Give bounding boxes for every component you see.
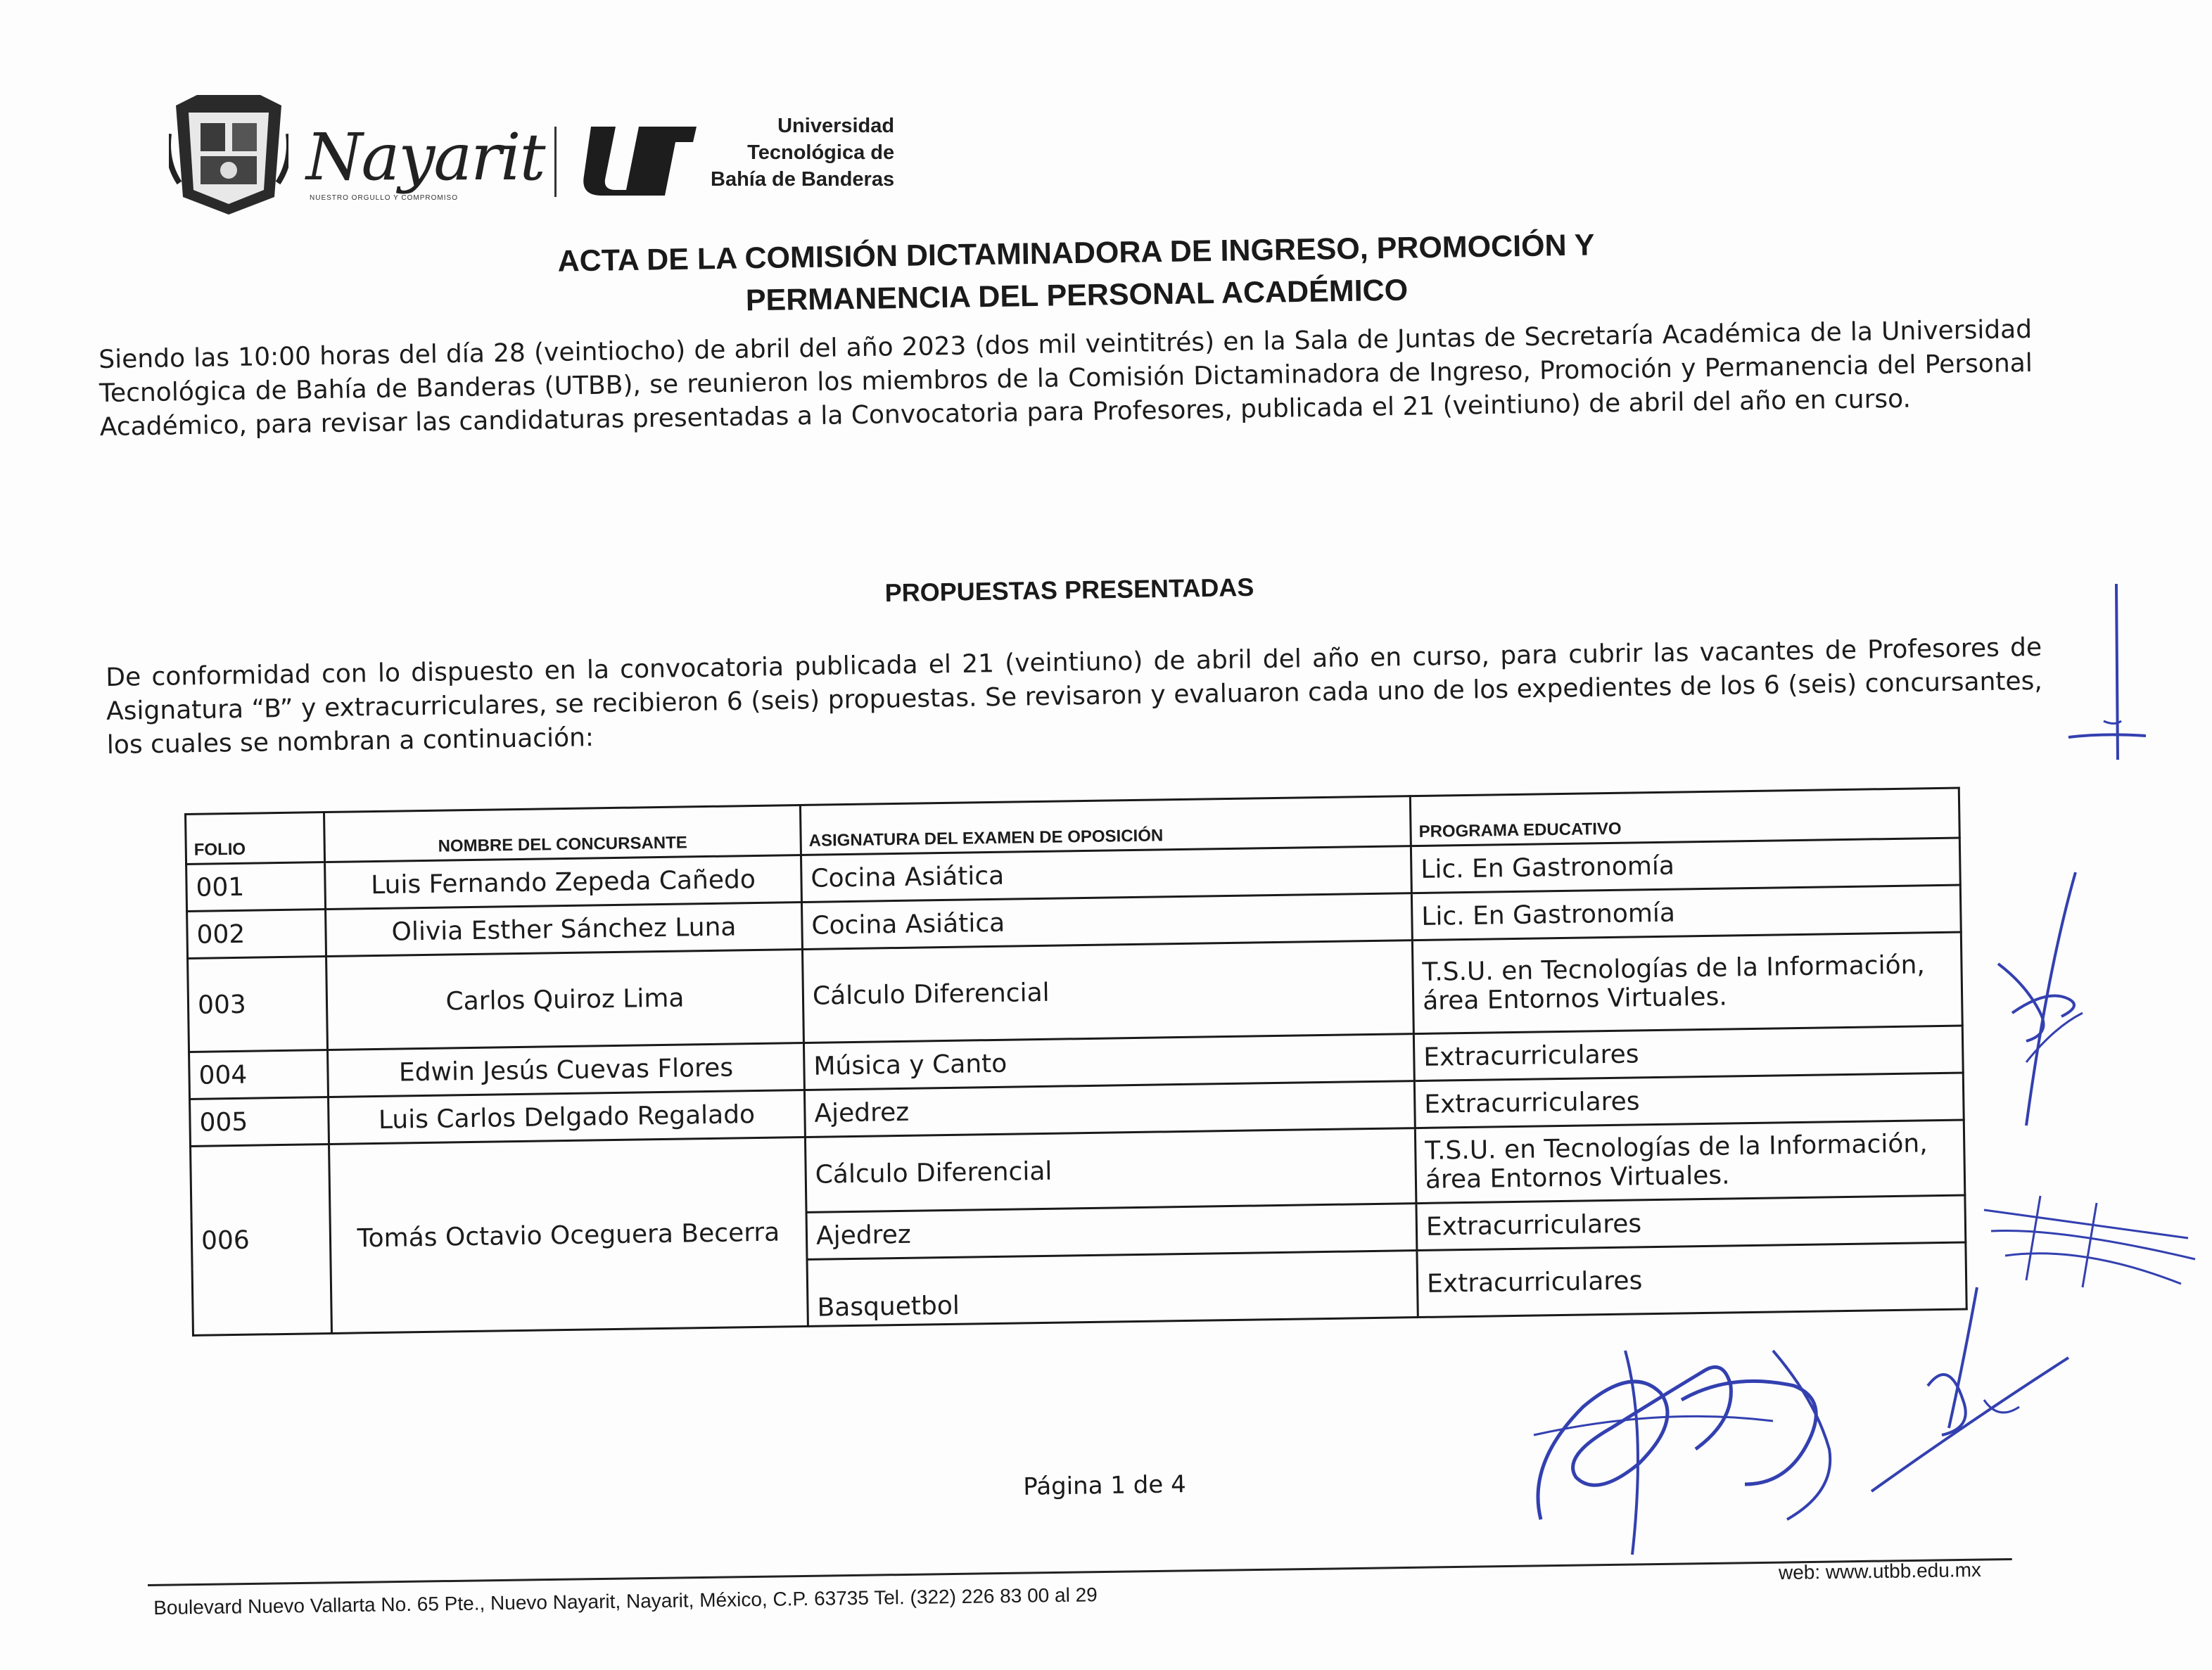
- cell-program: Extracurriculares: [1414, 1073, 1964, 1128]
- title-line: PERMANENCIA DEL PERSONAL ACADÉMICO: [745, 273, 1409, 318]
- cell-folio: 003: [188, 957, 328, 1052]
- header-folio: FOLIO: [186, 812, 325, 865]
- cell-program: Lic. En Gastronomía: [1411, 838, 1960, 893]
- signature-5: [1857, 1280, 2083, 1505]
- document-title: [421, 222, 1731, 326]
- state-shield-logo: [169, 91, 288, 218]
- candidates-table: [184, 787, 1968, 1337]
- ut-logo-mark: [577, 113, 697, 204]
- cell-subject: Basquetbol: [807, 1251, 1418, 1327]
- university-name-line: Bahía de Banderas: [711, 168, 895, 191]
- proposals-paragraph: De conformidad con lo dispuesto en la convocatoria publicada el 21 (veintiuno) de abril del año en curso, para cubrir las vacantes de Profesores de Asignatura “B” y extracurriculares, se recibieron 6 (seis) propuestas. Se revisaron y evaluaron cada uno de los expedientes de los 6 (seis) concursantes, los cuales se nombran a continuación:: [106, 632, 2043, 760]
- page-number: Página 1 de 4: [1022, 1470, 1187, 1501]
- cell-subject: Cálculo Diferencial: [802, 941, 1413, 1043]
- university-name-line: Universidad: [777, 115, 895, 137]
- cell-folio: 002: [187, 910, 326, 959]
- cell-folio: 001: [186, 862, 326, 912]
- header-name: NOMBRE DEL CONCURSANTE: [324, 805, 801, 862]
- university-name-line: Tecnológica de: [747, 141, 895, 164]
- cell-name: Olivia Esther Sánchez Luna: [326, 902, 803, 956]
- cell-program: T.S.U. en Tecnologías de la Información, área Entornos Virtuales.: [1412, 932, 1962, 1034]
- cell-program: Lic. En Gastronomía: [1411, 885, 1961, 941]
- cell-folio: 006: [191, 1145, 332, 1336]
- cell-folio: 005: [190, 1097, 329, 1147]
- signature-2: [1984, 865, 2097, 1133]
- cell-name: Edwin Jesús Cuevas Flores: [328, 1043, 805, 1097]
- title-line: ACTA DE LA COMISIÓN DICTAMINADORA DE INGRESO, PROMOCIÓN Y: [557, 228, 1595, 279]
- footer-address: Boulevard Nuevo Vallarta No. 65 Pte., Nuevo Nayarit, Nayarit, México, C.P. 63735 Tel. (322) 226 83 00 al 29: [153, 1583, 1098, 1619]
- nayarit-logo-text: Nayarit: [306, 120, 545, 195]
- cell-name: Tomás Octavio Oceguera Becerra: [329, 1137, 808, 1333]
- footer-website: web: www.utbb.edu.mx: [1778, 1558, 1982, 1584]
- section-title: PROPUESTAS PRESENTADAS: [884, 572, 1254, 608]
- cell-program: Extracurriculares: [1417, 1242, 1966, 1318]
- cell-program: Extracurriculares: [1416, 1195, 1966, 1251]
- cell-subject: Cocina Asiática: [801, 893, 1412, 950]
- cell-subject: Ajedrez: [804, 1081, 1415, 1137]
- footer-rule: [148, 1558, 2012, 1586]
- cell-subject: Música y Canto: [803, 1034, 1414, 1090]
- cell-name: Luis Carlos Delgado Regalado: [329, 1090, 806, 1144]
- cell-name: Luis Fernando Zepeda Cañedo: [325, 855, 802, 910]
- candidates-table-wrapper: [184, 787, 1968, 1337]
- letterhead: [169, 91, 901, 232]
- cell-subject: Cálculo Diferencial: [805, 1128, 1416, 1213]
- university-name: [711, 113, 894, 193]
- cell-program: T.S.U. en Tecnologías de la Información, área Entornos Virtuales.: [1415, 1120, 1965, 1204]
- cell-name: Carlos Quiroz Lima: [326, 949, 804, 1050]
- cell-subject: Ajedrez: [806, 1204, 1417, 1260]
- nayarit-logo-tagline: NUESTRO ORGULLO Y COMPROMISO: [310, 194, 458, 202]
- header-subject: ASIGNATURA DEL EXAMEN DE OPOSICIÓN: [800, 796, 1411, 855]
- intro-paragraph: Siendo las 10:00 horas del día 28 (veintiocho) de abril del año 2023 (dos mil veintitrés) en la Sala de Juntas de Secretaría Académica de la Universidad Tecnológica de Bahía de Banderas (UTBB), se reunieron los miembros de la Comisión Dictaminadora de Ingreso, Promoción y Permanencia del Personal Académico, para revisar las candidaturas presentadas a la Convocatoria para Profesores, publicada el 21 (veintiuno) de abril del año en curso.: [98, 314, 2033, 442]
- cell-subject: Cocina Asiática: [801, 846, 1411, 903]
- cell-program: Extracurriculares: [1413, 1026, 1963, 1081]
- header-program: PROGRAMA EDUCATIVO: [1410, 788, 1959, 846]
- logo-divider: [554, 127, 557, 197]
- signature-1: [2061, 577, 2153, 774]
- cell-folio: 004: [189, 1050, 329, 1099]
- signature-4: [1520, 1322, 1843, 1562]
